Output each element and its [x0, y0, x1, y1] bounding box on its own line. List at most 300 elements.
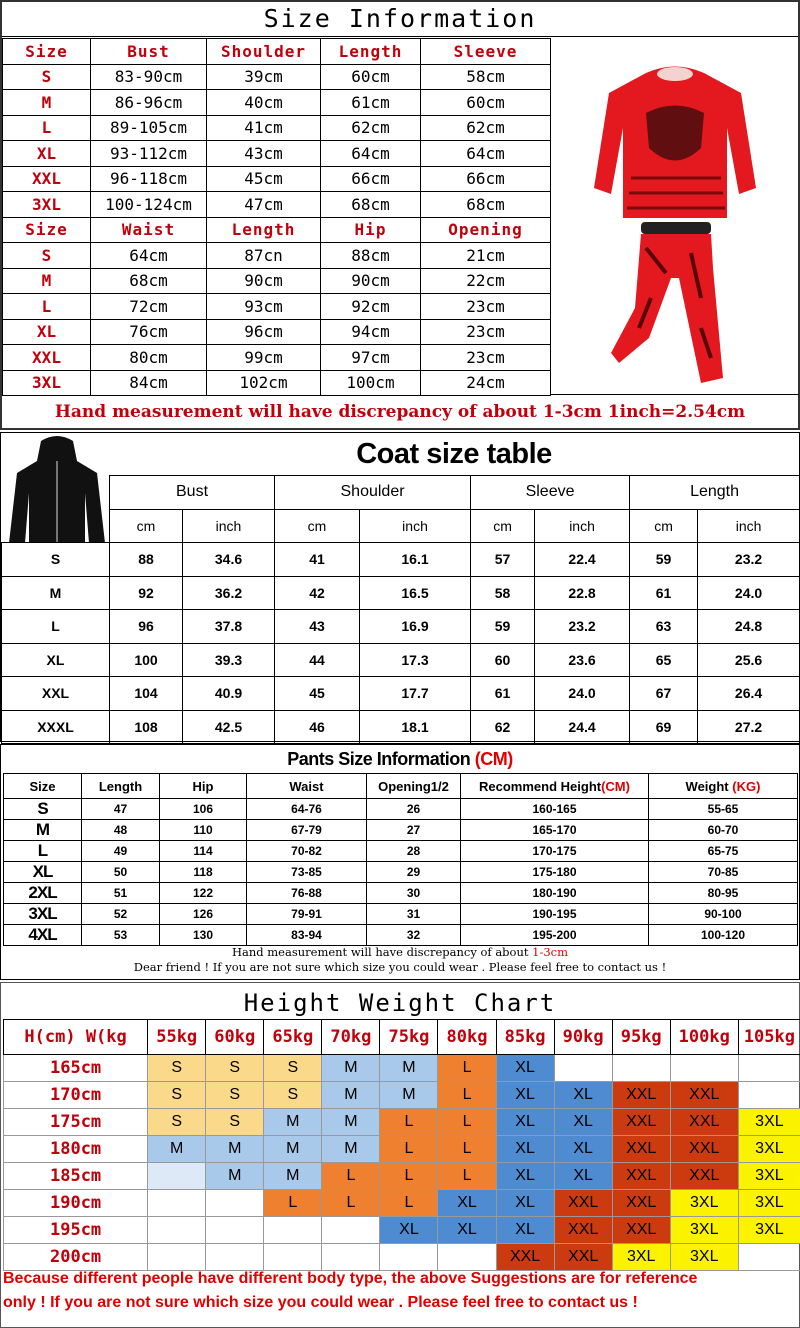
- table-cell: 22cm: [421, 268, 551, 294]
- group-header: Shoulder: [275, 476, 471, 510]
- size-cell: L: [264, 1190, 322, 1217]
- table-cell: 21cm: [421, 243, 551, 269]
- size-label: XL: [3, 319, 91, 345]
- height-weight-section: [0, 982, 800, 1328]
- table-row: [3, 90, 551, 116]
- table-cell: 102cm: [207, 370, 321, 396]
- size-cell: XXL: [670, 1163, 738, 1190]
- table-cell: 165-170: [461, 820, 649, 841]
- weight-header: 100kg: [670, 1020, 738, 1055]
- table-cell: 49: [82, 841, 160, 862]
- size-cell: L: [438, 1109, 496, 1136]
- weight-header: 80kg: [438, 1020, 496, 1055]
- unit-header: inch: [535, 509, 630, 543]
- table-cell: 40cm: [207, 90, 321, 116]
- table-row: [2, 610, 800, 644]
- table-row: [3, 141, 551, 167]
- size-cell: [206, 1217, 264, 1244]
- size-cell: L: [438, 1082, 496, 1109]
- table-row: [2, 576, 800, 610]
- table-row: [3, 294, 551, 320]
- table-cell: 170-175: [461, 841, 649, 862]
- table-cell: 62cm: [421, 115, 551, 141]
- table-cell: 26.4: [698, 677, 800, 711]
- table-cell: 88cm: [321, 243, 421, 269]
- coat-size-title: Coat size table: [356, 438, 552, 470]
- table-cell: 45: [275, 677, 360, 711]
- table-cell: 195-200: [461, 925, 649, 946]
- height-weight-title: Height Weight Chart: [243, 989, 557, 1017]
- size-cell: L: [322, 1190, 380, 1217]
- table-row: [3, 64, 551, 90]
- table-cell: 96-118cm: [91, 166, 207, 192]
- size-label: XL: [3, 141, 91, 167]
- size-cell: 3XL: [738, 1163, 800, 1190]
- header-text: Length: [98, 778, 143, 794]
- table-cell: 122: [160, 883, 247, 904]
- chart-footer-line2: only ! If you are not sure which size you could wear . Please feel free to contact us !: [3, 1294, 638, 1311]
- size-cell: M: [380, 1082, 438, 1109]
- weight-header: 55kg: [148, 1020, 206, 1055]
- table-cell: 100: [110, 643, 183, 677]
- table-cell: 86-96cm: [91, 90, 207, 116]
- table-row: [3, 345, 551, 371]
- product-images: [550, 38, 799, 395]
- size-cell: M: [206, 1163, 264, 1190]
- size-cell: L: [438, 1136, 496, 1163]
- table-cell: 64-76: [247, 799, 367, 820]
- size-cell: M: [380, 1055, 438, 1082]
- size-cell: 3XL: [670, 1217, 738, 1244]
- table-row: [3, 268, 551, 294]
- table-row: [4, 1082, 800, 1109]
- table-row: [4, 1190, 800, 1217]
- size-label: 3XL: [3, 192, 91, 218]
- size-cell: XL: [380, 1217, 438, 1244]
- size-label: XXXL: [2, 710, 110, 744]
- size-information-section: [0, 0, 800, 430]
- size-label: M: [2, 576, 110, 610]
- pants-note-line1: [3, 945, 797, 960]
- size-label: L: [2, 610, 110, 644]
- table-cell: 23.2: [698, 543, 800, 577]
- size-cell: M: [148, 1136, 206, 1163]
- red-pants-icon: [611, 222, 723, 383]
- size-cell: L: [380, 1109, 438, 1136]
- weight-header: 75kg: [380, 1020, 438, 1055]
- size-cell: S: [264, 1055, 322, 1082]
- size-cell: 3XL: [670, 1244, 738, 1271]
- column-header: Length: [321, 39, 421, 65]
- size-label: S: [3, 243, 91, 269]
- height-label: 200cm: [4, 1244, 148, 1271]
- table-cell: 92: [110, 576, 183, 610]
- size-cell: [670, 1055, 738, 1082]
- column-header: [367, 774, 461, 799]
- table-cell: 104: [110, 677, 183, 711]
- table-cell: 22.4: [535, 543, 630, 577]
- size-cell: [206, 1190, 264, 1217]
- size-label: XXL: [3, 345, 91, 371]
- size-cell: [264, 1217, 322, 1244]
- size-cell: M: [322, 1136, 380, 1163]
- chart-footer: [3, 1267, 799, 1315]
- table-cell: 61cm: [321, 90, 421, 116]
- table-cell: 58cm: [421, 64, 551, 90]
- table-cell: 18.1: [360, 710, 471, 744]
- table-cell: 92cm: [321, 294, 421, 320]
- table-cell: 46: [275, 710, 360, 744]
- table-cell: 126: [160, 904, 247, 925]
- size-cell: 3XL: [612, 1244, 670, 1271]
- coat-size-table: [1, 475, 800, 744]
- column-header: Waist: [91, 217, 207, 243]
- table-cell: 110: [160, 820, 247, 841]
- size-cell: S: [264, 1082, 322, 1109]
- size-cell: M: [322, 1082, 380, 1109]
- size-label: L: [4, 841, 82, 862]
- header-text: Opening1/2: [378, 778, 449, 794]
- coat-unit-row: [2, 509, 800, 543]
- table-cell: 39.3: [183, 643, 275, 677]
- table-cell: 89-105cm: [91, 115, 207, 141]
- table-row: [4, 799, 798, 820]
- table-row: [3, 115, 551, 141]
- size-label: 3XL: [4, 904, 82, 925]
- table-cell: 37.8: [183, 610, 275, 644]
- size-cell: XL: [438, 1217, 496, 1244]
- table-cell: 22.8: [535, 576, 630, 610]
- table-cell: 23cm: [421, 319, 551, 345]
- weight-header: 105kg: [738, 1020, 800, 1055]
- table-cell: 96cm: [207, 319, 321, 345]
- size-cell: [148, 1163, 206, 1190]
- table-cell: 83-94: [247, 925, 367, 946]
- table-cell: 65-75: [649, 841, 798, 862]
- weight-header: 70kg: [322, 1020, 380, 1055]
- size-label: XL: [2, 643, 110, 677]
- table-cell: 60cm: [421, 90, 551, 116]
- size-label: M: [3, 268, 91, 294]
- measurement-note: Hand measurement will have discrepancy of about 1-3cm 1inch=2.54cm: [54, 402, 746, 422]
- table-cell: 108: [110, 710, 183, 744]
- red-shirt-icon: [594, 67, 756, 219]
- table-cell: 68cm: [421, 192, 551, 218]
- table-row: [2, 643, 800, 677]
- table-cell: 31: [367, 904, 461, 925]
- weight-header: 95kg: [612, 1020, 670, 1055]
- size-label: M: [3, 90, 91, 116]
- table-row: [3, 166, 551, 192]
- table-cell: 100cm: [321, 370, 421, 396]
- height-label: 190cm: [4, 1190, 148, 1217]
- table-cell: 80cm: [91, 345, 207, 371]
- table-cell: 130: [160, 925, 247, 946]
- size-cell: XXL: [554, 1190, 612, 1217]
- size-cell: XL: [438, 1190, 496, 1217]
- size-cell: XXL: [612, 1082, 670, 1109]
- table-cell: 96: [110, 610, 183, 644]
- column-header: [461, 774, 649, 799]
- height-label: 195cm: [4, 1217, 148, 1244]
- coat-size-section: [0, 432, 800, 742]
- size-cell: XL: [554, 1163, 612, 1190]
- table-cell: 17.3: [360, 643, 471, 677]
- table-row: [4, 904, 798, 925]
- table-cell: 87cn: [207, 243, 321, 269]
- table-row: [3, 192, 551, 218]
- table-cell: 47: [82, 799, 160, 820]
- table-cell: 175-180: [461, 862, 649, 883]
- table-cell: 24.0: [698, 576, 800, 610]
- table-cell: 36.2: [183, 576, 275, 610]
- pants-header-row: [4, 774, 798, 799]
- size-header-row: [3, 39, 551, 65]
- table-cell: 45cm: [207, 166, 321, 192]
- product-illustration: [551, 38, 799, 394]
- chart-footer-line1: Because different people have different body type, the above Suggestions are for reference: [3, 1270, 698, 1287]
- table-cell: 50: [82, 862, 160, 883]
- size-cell: L: [380, 1136, 438, 1163]
- table-row: [4, 883, 798, 904]
- header-text: Hip: [192, 778, 214, 794]
- unit-header: inch: [183, 509, 275, 543]
- table-row: [3, 370, 551, 396]
- table-cell: 40.9: [183, 677, 275, 711]
- table-row: [2, 677, 800, 711]
- size-cell: [554, 1055, 612, 1082]
- table-cell: 39cm: [207, 64, 321, 90]
- header-text: Weight: [685, 778, 729, 794]
- table-cell: 80-95: [649, 883, 798, 904]
- size-cell: XXL: [554, 1244, 612, 1271]
- weight-header: 60kg: [206, 1020, 264, 1055]
- table-cell: 76cm: [91, 319, 207, 345]
- table-cell: 72cm: [91, 294, 207, 320]
- table-cell: 99cm: [207, 345, 321, 371]
- group-header: Sleeve: [471, 476, 630, 510]
- table-cell: 94cm: [321, 319, 421, 345]
- table-cell: 114: [160, 841, 247, 862]
- table-cell: 90-100: [649, 904, 798, 925]
- column-header: Length: [207, 217, 321, 243]
- table-row: [4, 820, 798, 841]
- table-row: [4, 1136, 800, 1163]
- size-cell: 3XL: [738, 1136, 800, 1163]
- size-cell: XL: [496, 1109, 554, 1136]
- column-header: Hip: [321, 217, 421, 243]
- table-cell: 23cm: [421, 345, 551, 371]
- height-label: 185cm: [4, 1163, 148, 1190]
- table-cell: 160-165: [461, 799, 649, 820]
- size-cell: XL: [496, 1082, 554, 1109]
- table-row: [2, 543, 800, 577]
- pants-size-section: [0, 744, 800, 980]
- table-cell: 24.8: [698, 610, 800, 644]
- size-cell: S: [148, 1082, 206, 1109]
- table-cell: 73-85: [247, 862, 367, 883]
- table-cell: 62: [471, 710, 535, 744]
- size-cell: XXL: [612, 1190, 670, 1217]
- table-row: [2, 710, 800, 744]
- pants-note-prefix: Hand measurement will have discrepancy of about: [231, 945, 533, 959]
- table-cell: 60-70: [649, 820, 798, 841]
- size-cell: 3XL: [738, 1217, 800, 1244]
- size-cell: M: [264, 1163, 322, 1190]
- header-text: Size: [29, 778, 56, 794]
- table-row: [4, 1055, 800, 1082]
- height-label: 175cm: [4, 1109, 148, 1136]
- table-cell: 43: [275, 610, 360, 644]
- table-cell: 60cm: [321, 64, 421, 90]
- table-cell: 55-65: [649, 799, 798, 820]
- table-cell: 25.6: [698, 643, 800, 677]
- table-cell: 88: [110, 543, 183, 577]
- size-label: 2XL: [4, 883, 82, 904]
- size-cell: XXL: [612, 1163, 670, 1190]
- table-cell: 68cm: [321, 192, 421, 218]
- size-cell: L: [380, 1190, 438, 1217]
- size-cell: XL: [496, 1136, 554, 1163]
- unit-header: inch: [698, 509, 800, 543]
- table-row: [4, 841, 798, 862]
- column-header: [247, 774, 367, 799]
- pants-note-line2: Dear friend ! If you are not sure which size you could wear . Please feel free to contact us !: [133, 960, 667, 974]
- table-row: [4, 862, 798, 883]
- size-header-row: [3, 217, 551, 243]
- size-cell: XL: [554, 1082, 612, 1109]
- size-cell: XL: [554, 1109, 612, 1136]
- pants-size-table: [3, 773, 798, 946]
- size-cell: 3XL: [738, 1109, 800, 1136]
- table-row: [3, 319, 551, 345]
- size-cell: 3XL: [738, 1190, 800, 1217]
- size-label: 3XL: [3, 370, 91, 396]
- table-cell: 61: [630, 576, 698, 610]
- table-cell: 64cm: [421, 141, 551, 167]
- size-cell: XXL: [670, 1109, 738, 1136]
- table-cell: 58: [471, 576, 535, 610]
- header-text: Recommend Height: [479, 778, 602, 794]
- size-cell: M: [264, 1136, 322, 1163]
- table-cell: 41: [275, 543, 360, 577]
- size-cell: [148, 1217, 206, 1244]
- table-cell: 53: [82, 925, 160, 946]
- size-cell: S: [206, 1055, 264, 1082]
- table-cell: 47cm: [207, 192, 321, 218]
- table-cell: 29: [367, 862, 461, 883]
- size-cell: XXL: [670, 1136, 738, 1163]
- height-label: 180cm: [4, 1136, 148, 1163]
- table-cell: 24cm: [421, 370, 551, 396]
- table-cell: 64cm: [321, 141, 421, 167]
- size-label: S: [2, 543, 110, 577]
- table-row: [4, 1109, 800, 1136]
- table-cell: 100-124cm: [91, 192, 207, 218]
- size-label: L: [3, 294, 91, 320]
- size-cell: XXL: [612, 1217, 670, 1244]
- weight-header: 65kg: [264, 1020, 322, 1055]
- table-cell: 24.4: [535, 710, 630, 744]
- size-cell: S: [148, 1055, 206, 1082]
- size-label: XL: [4, 862, 82, 883]
- group-header: Bust: [110, 476, 275, 510]
- pants-size-title: [1, 745, 799, 771]
- column-header: [649, 774, 798, 799]
- table-cell: 70-82: [247, 841, 367, 862]
- table-cell: 100-120: [649, 925, 798, 946]
- group-header: Length: [630, 476, 800, 510]
- pants-note: [3, 945, 797, 975]
- table-cell: 27: [367, 820, 461, 841]
- table-cell: 23cm: [421, 294, 551, 320]
- size-cell: L: [438, 1055, 496, 1082]
- size-cell: L: [438, 1163, 496, 1190]
- table-cell: 42.5: [183, 710, 275, 744]
- table-cell: 90cm: [321, 268, 421, 294]
- table-cell: 48: [82, 820, 160, 841]
- table-cell: 41cm: [207, 115, 321, 141]
- table-cell: 76-88: [247, 883, 367, 904]
- pants-title-text: Pants Size Information: [287, 749, 471, 769]
- coat-group-row: [2, 476, 800, 510]
- size-cell: L: [380, 1163, 438, 1190]
- table-cell: 59: [471, 610, 535, 644]
- pants-title-unit: (CM): [474, 749, 513, 769]
- table-cell: 34.6: [183, 543, 275, 577]
- table-cell: 62cm: [321, 115, 421, 141]
- size-cell: M: [322, 1109, 380, 1136]
- size-cell: M: [206, 1136, 264, 1163]
- size-cell: 3XL: [670, 1190, 738, 1217]
- size-cell: L: [322, 1163, 380, 1190]
- table-cell: 43cm: [207, 141, 321, 167]
- table-cell: 16.9: [360, 610, 471, 644]
- table-cell: 190-195: [461, 904, 649, 925]
- table-cell: 44: [275, 643, 360, 677]
- corner-header: H(cm) W(kg: [4, 1020, 148, 1055]
- table-cell: 16.5: [360, 576, 471, 610]
- table-cell: 59: [630, 543, 698, 577]
- size-cell: S: [206, 1082, 264, 1109]
- table-cell: 42: [275, 576, 360, 610]
- size-cell: XXL: [554, 1217, 612, 1244]
- height-weight-table: [3, 1019, 800, 1271]
- column-header: [160, 774, 247, 799]
- size-cell: XXL: [612, 1136, 670, 1163]
- table-cell: 69: [630, 710, 698, 744]
- table-cell: 67-79: [247, 820, 367, 841]
- table-cell: 26: [367, 799, 461, 820]
- size-label: XXL: [3, 166, 91, 192]
- table-row: [4, 1163, 800, 1190]
- size-information-table: [2, 38, 551, 396]
- table-cell: 51: [82, 883, 160, 904]
- table-cell: 67: [630, 677, 698, 711]
- size-cell: M: [264, 1109, 322, 1136]
- table-cell: 66cm: [321, 166, 421, 192]
- empty-cell: [2, 476, 110, 543]
- column-header: Size: [3, 39, 91, 65]
- column-header: Opening: [421, 217, 551, 243]
- table-cell: 23.2: [535, 610, 630, 644]
- table-cell: 180-190: [461, 883, 649, 904]
- table-cell: 24.0: [535, 677, 630, 711]
- size-cell: XXL: [670, 1082, 738, 1109]
- table-cell: 79-91: [247, 904, 367, 925]
- size-cell: M: [322, 1055, 380, 1082]
- column-header: [82, 774, 160, 799]
